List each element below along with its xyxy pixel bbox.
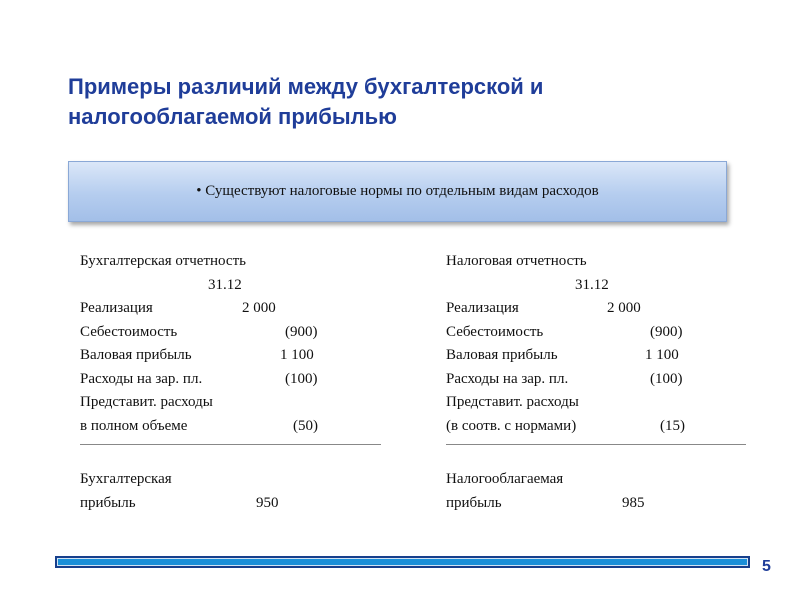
cost-row xyxy=(80,321,385,345)
revenue-row xyxy=(446,297,751,321)
right-divider-line xyxy=(446,444,746,445)
salary-expense-label: Расходы на зар. пл. xyxy=(80,370,203,387)
page-number: 5 xyxy=(762,558,771,575)
slide-title xyxy=(68,72,728,132)
gross-profit-label: Валовая прибыль xyxy=(446,347,558,363)
revenue-label: Реализация xyxy=(446,300,519,316)
cost-value: (900) xyxy=(650,323,683,340)
salary-expense-row xyxy=(446,368,751,392)
representation-expense-label-2: (в соотв. с нормами) xyxy=(446,417,577,434)
profit-label: Налогооблагаемая xyxy=(446,471,564,487)
cost-label: Себестоимость xyxy=(80,323,178,340)
profit-label-row-2 xyxy=(80,491,380,515)
representation-expense-label: Представит. расходы xyxy=(80,394,213,410)
slide-title-line-2: налогооблагаемой прибылью xyxy=(68,104,397,129)
profit-value: 950 xyxy=(256,495,279,511)
profit-value: 985 xyxy=(622,495,645,511)
salary-expense-value: (100) xyxy=(285,370,318,387)
column-heading: Налоговая отчетность xyxy=(446,253,587,269)
profit-label-2: прибыль xyxy=(80,495,136,511)
representation-expense-label: Представит. расходы xyxy=(446,394,579,410)
gross-profit-value: 1 100 xyxy=(645,347,679,363)
column-heading-row xyxy=(446,250,751,274)
salary-expense-row xyxy=(80,368,385,392)
profit-label: Бухгалтерская xyxy=(80,471,172,487)
column-heading-row xyxy=(80,250,385,274)
salary-expense-value: (100) xyxy=(650,370,683,387)
tax-statement-column xyxy=(446,250,751,438)
representation-expense-value: (50) xyxy=(293,417,318,434)
accounting-statement-column xyxy=(80,250,385,438)
profit-label-2: прибыль xyxy=(446,495,502,511)
taxable-profit-block xyxy=(446,467,746,515)
cost-value: (900) xyxy=(285,323,318,340)
cost-row xyxy=(446,321,751,345)
date-label: 31.12 xyxy=(575,276,609,293)
representation-expense-row-2 xyxy=(80,415,385,439)
revenue-row xyxy=(80,297,385,321)
representation-expense-row-1 xyxy=(80,391,385,415)
revenue-label: Реализация xyxy=(80,300,153,316)
footer-bar xyxy=(55,556,750,568)
profit-label-row-1 xyxy=(446,467,746,491)
profit-label-row-1 xyxy=(80,467,380,491)
cost-label: Себестоимость xyxy=(446,323,544,340)
gross-profit-value: 1 100 xyxy=(280,347,314,363)
revenue-value: 2 000 xyxy=(242,300,276,316)
revenue-value: 2 000 xyxy=(607,300,641,316)
representation-expense-row-1 xyxy=(446,391,751,415)
representation-expense-label-2: в полном объеме xyxy=(80,417,188,434)
column-heading: Бухгалтерская отчетность xyxy=(80,253,246,269)
gross-profit-row xyxy=(446,344,751,368)
date-row xyxy=(446,274,751,298)
date-label: 31.12 xyxy=(208,276,242,293)
profit-label-row-2 xyxy=(446,491,746,515)
slide-title-line-1: Примеры различий между бухгалтерской и xyxy=(68,74,544,99)
representation-expense-row-2 xyxy=(446,415,751,439)
date-row xyxy=(80,274,385,298)
salary-expense-label: Расходы на зар. пл. xyxy=(446,370,569,387)
accounting-profit-block xyxy=(80,467,380,515)
gross-profit-label: Валовая прибыль xyxy=(80,347,192,363)
left-divider-line xyxy=(80,444,381,445)
representation-expense-value: (15) xyxy=(660,417,685,434)
gross-profit-row xyxy=(80,344,385,368)
callout-text: • Существуют налоговые нормы по отдельным видам расходов xyxy=(196,183,599,199)
callout-box xyxy=(68,161,727,222)
